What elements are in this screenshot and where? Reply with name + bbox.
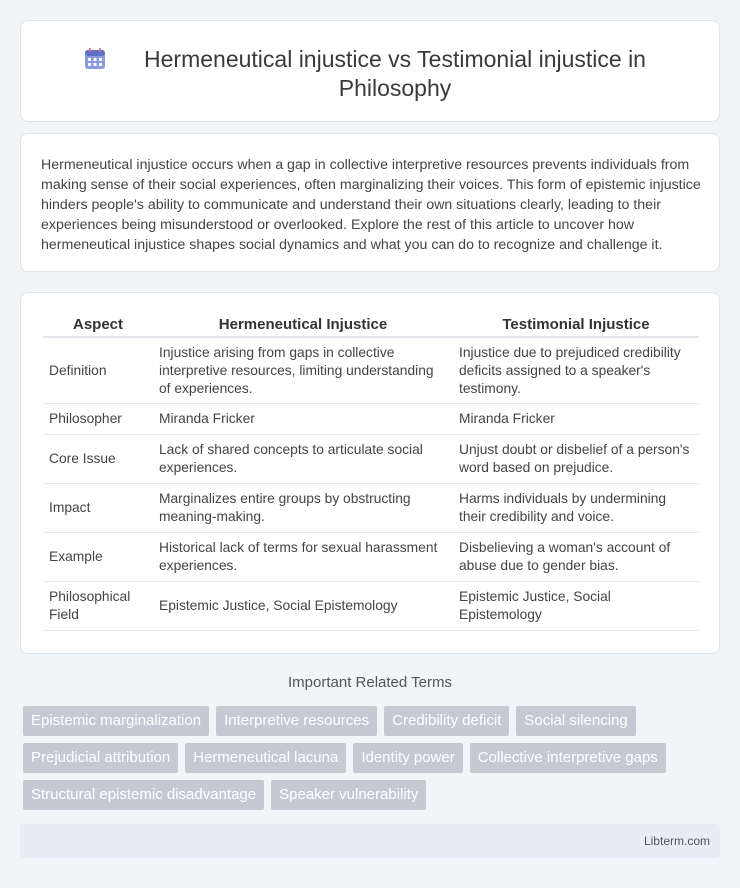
related-term-tag[interactable]: Social silencing	[516, 706, 635, 736]
testimonial-cell: Harms individuals by undermining their credibility and voice.	[453, 484, 699, 533]
testimonial-cell: Miranda Fricker	[453, 404, 699, 435]
testimonial-cell: Epistemic Justice, Social Epistemology	[453, 582, 699, 631]
table-row	[43, 435, 699, 484]
footer-brand-link[interactable]: Libterm.com	[643, 834, 710, 848]
related-term-tag[interactable]: Prejudicial attribution	[23, 743, 178, 773]
table-row	[43, 404, 699, 435]
intro-paragraph: Hermeneutical injustice occurs when a gap in collective interpretive resources prevents individuals from making sense of their social experiences, often marginalizing their voices. This form of epistemic injustice hinders people's ability to communicate and understand their own situations clearly, leading to their experiences being misunderstood or overlooked. Explore the rest of this article to uncover how hermeneutical injustice shapes social dynamics and what you can do to recognize and challenge it.	[41, 157, 701, 253]
comparison-table	[43, 316, 699, 631]
comparison-card	[20, 292, 720, 654]
related-term-tag[interactable]: Identity power	[353, 743, 462, 773]
hermeneutical-cell: Marginalizes entire groups by obstructing meaning-making.	[153, 484, 453, 533]
table-row	[43, 484, 699, 533]
hermeneutical-cell: Epistemic Justice, Social Epistemology	[153, 582, 453, 631]
related-terms-list	[23, 706, 723, 810]
hermeneutical-cell: Miranda Fricker	[153, 404, 453, 435]
related-term-tag[interactable]: Hermeneutical lacuna	[185, 743, 346, 773]
row-aspect: Philosopher	[43, 404, 153, 435]
table-row	[43, 533, 699, 582]
row-aspect: Impact	[43, 484, 153, 533]
related-term-tag[interactable]: Credibility deficit	[384, 706, 509, 736]
related-term-tag[interactable]: Interpretive resources	[216, 706, 377, 736]
row-aspect: Definition	[43, 338, 153, 404]
row-aspect: Core Issue	[43, 435, 153, 484]
hermeneutical-cell: Lack of shared concepts to articulate social experiences.	[153, 435, 453, 484]
testimonial-cell: Disbelieving a woman's account of abuse due to gender bias.	[453, 533, 699, 582]
column-header-hermeneutical: Hermeneutical Injustice	[153, 316, 453, 338]
hermeneutical-cell: Injustice arising from gaps in collective interpretive resources, limiting understanding of experiences.	[153, 338, 453, 404]
testimonial-cell: Unjust doubt or disbelief of a person's word based on prejudice.	[453, 435, 699, 484]
table-row	[43, 582, 699, 631]
column-header-aspect: Aspect	[43, 316, 153, 338]
related-term-tag[interactable]: Structural epistemic disadvantage	[23, 780, 264, 810]
page-title: Hermeneutical injustice vs Testimonial injustice in Philosophy	[144, 46, 646, 101]
related-terms-heading: Important Related Terms	[288, 674, 452, 691]
footer	[20, 824, 720, 858]
table-header-row	[43, 316, 699, 338]
intro-card	[20, 133, 720, 272]
hermeneutical-cell: Historical lack of terms for sexual harassment experiences.	[153, 533, 453, 582]
testimonial-cell: Injustice due to prejudiced credibility deficits assigned to a speaker's testimony.	[453, 338, 699, 404]
column-header-testimonial: Testimonial Injustice	[453, 316, 699, 338]
related-term-tag[interactable]: Epistemic marginalization	[23, 706, 209, 736]
row-aspect: Example	[43, 533, 153, 582]
row-aspect: Philosophical Field	[43, 582, 153, 631]
related-term-tag[interactable]: Collective interpretive gaps	[470, 743, 666, 773]
title-card	[20, 20, 720, 122]
table-row	[43, 338, 699, 404]
related-term-tag[interactable]: Speaker vulnerability	[271, 780, 426, 810]
